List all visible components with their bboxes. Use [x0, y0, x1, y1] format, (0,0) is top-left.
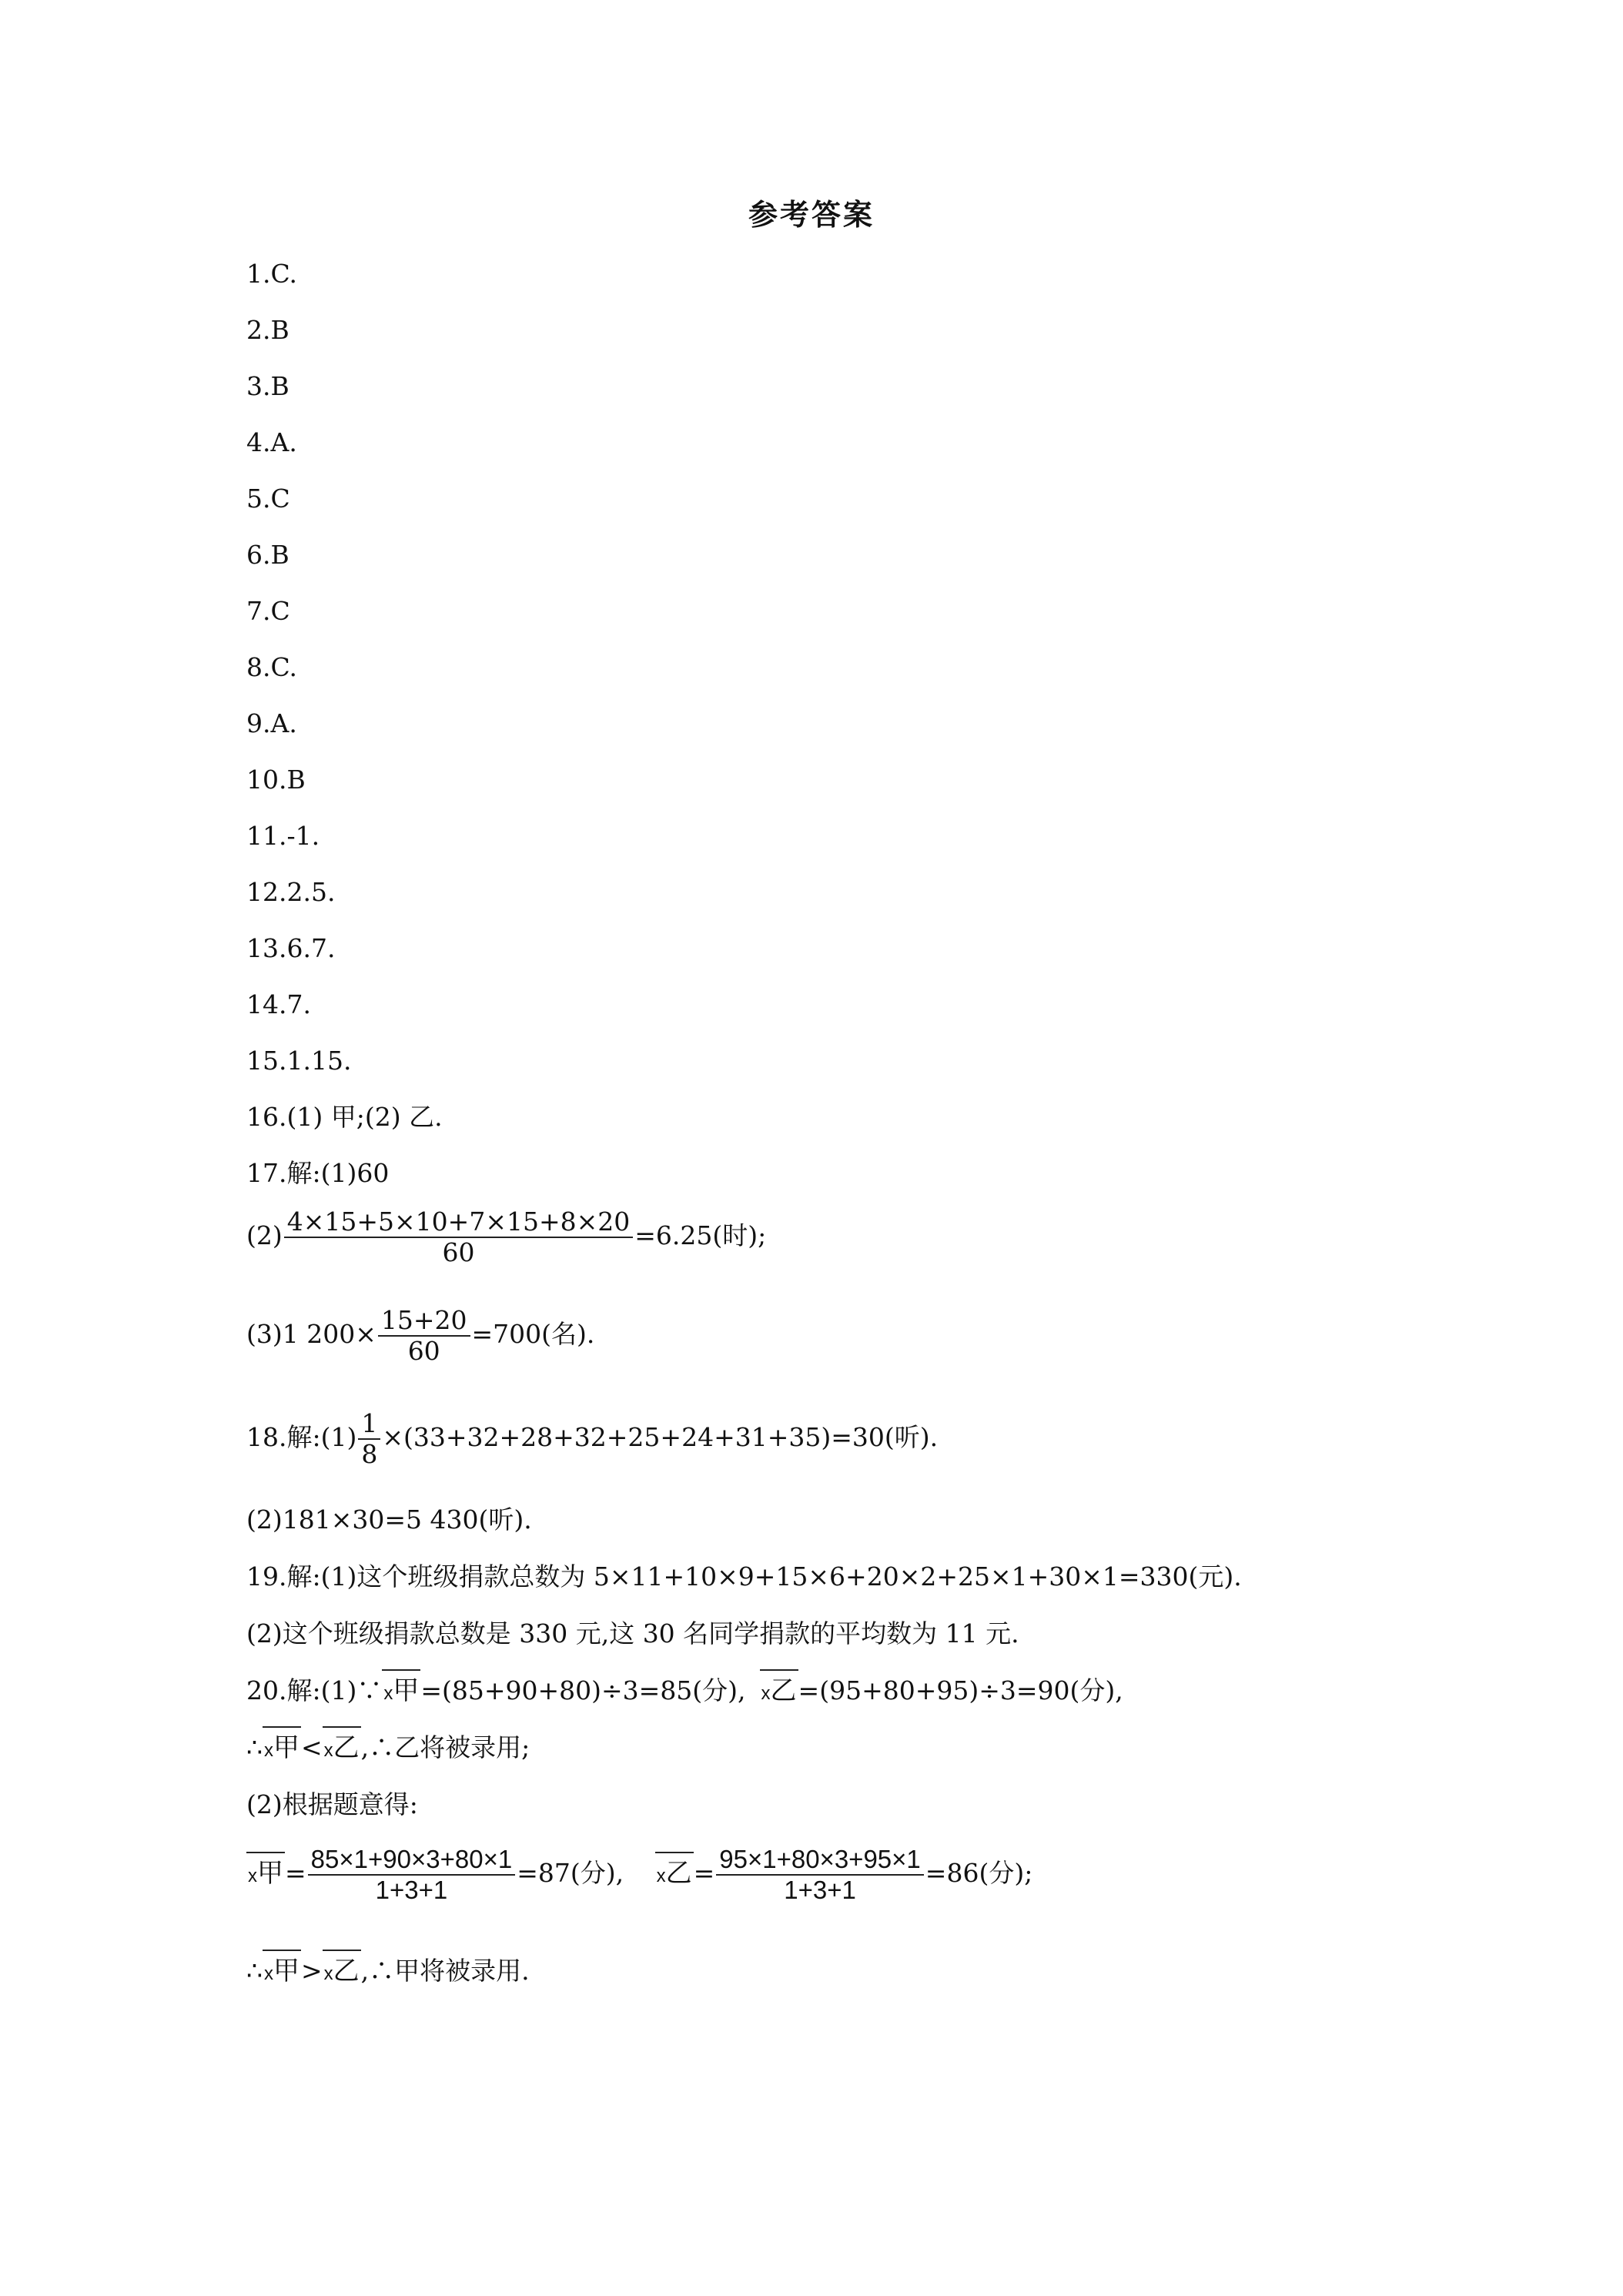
q18-line-2: (2)181×30=5 430(听).: [246, 1504, 532, 1535]
mean-yi-symbol: [760, 1674, 798, 1711]
answer-line: 6.B: [246, 540, 289, 570]
q17-denominator: 60: [442, 1237, 475, 1267]
yi-subscript: 乙: [333, 1733, 360, 1762]
jia-subscript: 甲: [273, 1733, 300, 1762]
q18-fraction: [358, 1409, 380, 1469]
mean-yi-symbol: [323, 1731, 361, 1768]
q20-prefix: 20.解:(1)∵: [246, 1675, 383, 1705]
answer-line: 13.6.7.: [246, 933, 336, 963]
weighted-jia-denominator: 1+3+1: [375, 1875, 448, 1904]
q17-denominator-2: 60: [407, 1335, 440, 1366]
q17-fraction: [284, 1207, 634, 1267]
equals-sign: =: [285, 1857, 306, 1888]
q20-line-1: [246, 1674, 1123, 1711]
answer-line: 15.1.15.: [246, 1046, 352, 1076]
q20-line-4: [246, 1845, 1032, 1905]
x-letter: x: [656, 1865, 666, 1886]
answer-line: 12.2.5.: [246, 877, 336, 907]
answer-line: 11.-1.: [246, 821, 320, 851]
answer-line: 5.C: [246, 484, 290, 514]
less-than: <: [301, 1732, 323, 1762]
q17-part-label: (2): [246, 1220, 283, 1250]
q20-line-5: [246, 1954, 530, 1991]
therefore-symbol: ∴: [246, 1732, 263, 1762]
x-letter: x: [323, 1740, 333, 1761]
q20-conclusion-1: ,∴乙将被录用;: [360, 1732, 530, 1762]
mean-jia-symbol: [382, 1674, 420, 1711]
yi-subscript: 乙: [665, 1858, 692, 1888]
weighted-jia-result: =87(分),: [517, 1857, 624, 1888]
answer-line: 7.C: [246, 596, 290, 626]
mean-jia-symbol: [263, 1954, 301, 1991]
answer-line: 10.B: [246, 765, 306, 795]
q17-line-1: 17.解:(1)60: [246, 1158, 390, 1188]
q17-numerator-2: 15+20: [378, 1306, 470, 1337]
jia-subscript: 甲: [273, 1956, 300, 1986]
q17-numerator: 4×15+5×10+7×15+8×20: [284, 1207, 634, 1238]
q18-numerator: 1: [358, 1409, 380, 1440]
x-letter: x: [248, 1865, 257, 1886]
q17-result-2: =700(名).: [471, 1318, 595, 1349]
q18-line-1: [246, 1409, 938, 1469]
mean-jia-symbol: [246, 1856, 285, 1893]
x-letter: x: [264, 1963, 273, 1984]
q17-fraction-2: [378, 1306, 470, 1366]
weighted-yi-result: =86(分);: [925, 1857, 1033, 1888]
jia-subscript: 甲: [393, 1676, 420, 1705]
q17-line-2: [246, 1207, 766, 1267]
q17-line-3: [246, 1306, 594, 1366]
yi-subscript: 乙: [333, 1956, 360, 1986]
answer-line: 8.C.: [246, 652, 298, 682]
x-letter: x: [264, 1740, 273, 1761]
answer-line: 16.(1) 甲;(2) 乙.: [246, 1102, 443, 1132]
q18-prefix: 18.解:(1): [246, 1421, 357, 1452]
mean-jia-symbol: [263, 1731, 301, 1768]
x-letter: x: [761, 1683, 771, 1704]
q19-line-2: (2)这个班级捐款总数是 330 元,这 30 名同学捐款的平均数为 11 元.: [246, 1618, 1019, 1648]
equals-sign: =: [693, 1857, 715, 1888]
q17-result: =6.25(时);: [634, 1220, 767, 1250]
greater-than: >: [301, 1956, 323, 1986]
mean-yi-calc: =(95+80+95)÷3=90(分),: [798, 1675, 1123, 1705]
answer-line: 3.B: [246, 371, 289, 401]
q20-line-3: (2)根据题意得:: [246, 1789, 418, 1819]
weighted-jia-fraction: [308, 1845, 516, 1905]
mean-jia-calc: =(85+90+80)÷3=85(分),: [420, 1675, 746, 1705]
therefore-symbol: ∴: [246, 1956, 263, 1986]
q19-line-1: 19.解:(1)这个班级捐款总数为 5×11+10×9+15×6+20×2+25×1+30×1=330(元).: [246, 1561, 1242, 1591]
q20-conclusion-2: ,∴甲将被录用.: [360, 1956, 530, 1986]
answer-line: 1.C.: [246, 259, 298, 289]
x-letter: x: [383, 1683, 393, 1704]
mean-yi-symbol: [655, 1856, 694, 1893]
x-letter: x: [323, 1963, 333, 1984]
q20-line-2: [246, 1731, 530, 1768]
answer-line: 4.A.: [246, 427, 297, 457]
weighted-jia-numerator: 85×1+90×3+80×1: [308, 1845, 516, 1876]
answer-line: 14.7.: [246, 989, 311, 1019]
weighted-yi-fraction: [716, 1845, 924, 1905]
page-title: 参考答案: [748, 198, 875, 232]
q18-denominator: 8: [361, 1438, 378, 1469]
weighted-yi-denominator: 1+3+1: [784, 1875, 856, 1904]
answer-line: 9.A.: [246, 708, 297, 738]
answer-line: 2.B: [246, 315, 289, 345]
q18-expression: ×(33+32+28+32+25+24+31+35)=30(听).: [382, 1421, 939, 1452]
jia-subscript: 甲: [257, 1858, 283, 1888]
yi-subscript: 乙: [770, 1676, 797, 1705]
mean-yi-symbol: [323, 1954, 361, 1991]
weighted-yi-numerator: 95×1+80×3+95×1: [716, 1845, 924, 1876]
q17-part3-prefix: (3)1 200×: [246, 1318, 376, 1349]
